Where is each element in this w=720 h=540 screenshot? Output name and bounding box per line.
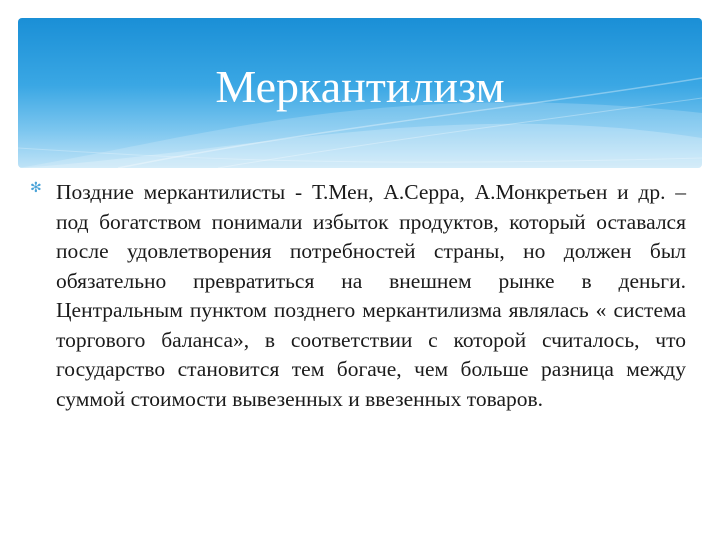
slide-title: Меркантилизм (215, 61, 505, 112)
bullet-text: Поздние меркантилисты - Т.Мен, А.Серра, А.Монкретьен и др. – под богатством понимали избыток продуктов, который оставался после удовлетворения потребностей страны, но должен был обязательно превратиться на внешнем рынке в деньги. Центральным пунктом позднего меркантилизма являлась « система торгового баланса», в соответствии с которой считалось, что государство становится тем богаче, чем больше разница между суммой стоимости вывезенных и ввезенных товаров. (56, 180, 686, 411)
asterisk-bullet-icon: ✻ (30, 180, 42, 196)
list-item (30, 178, 686, 414)
title-banner (18, 18, 702, 168)
content-area (30, 178, 686, 414)
